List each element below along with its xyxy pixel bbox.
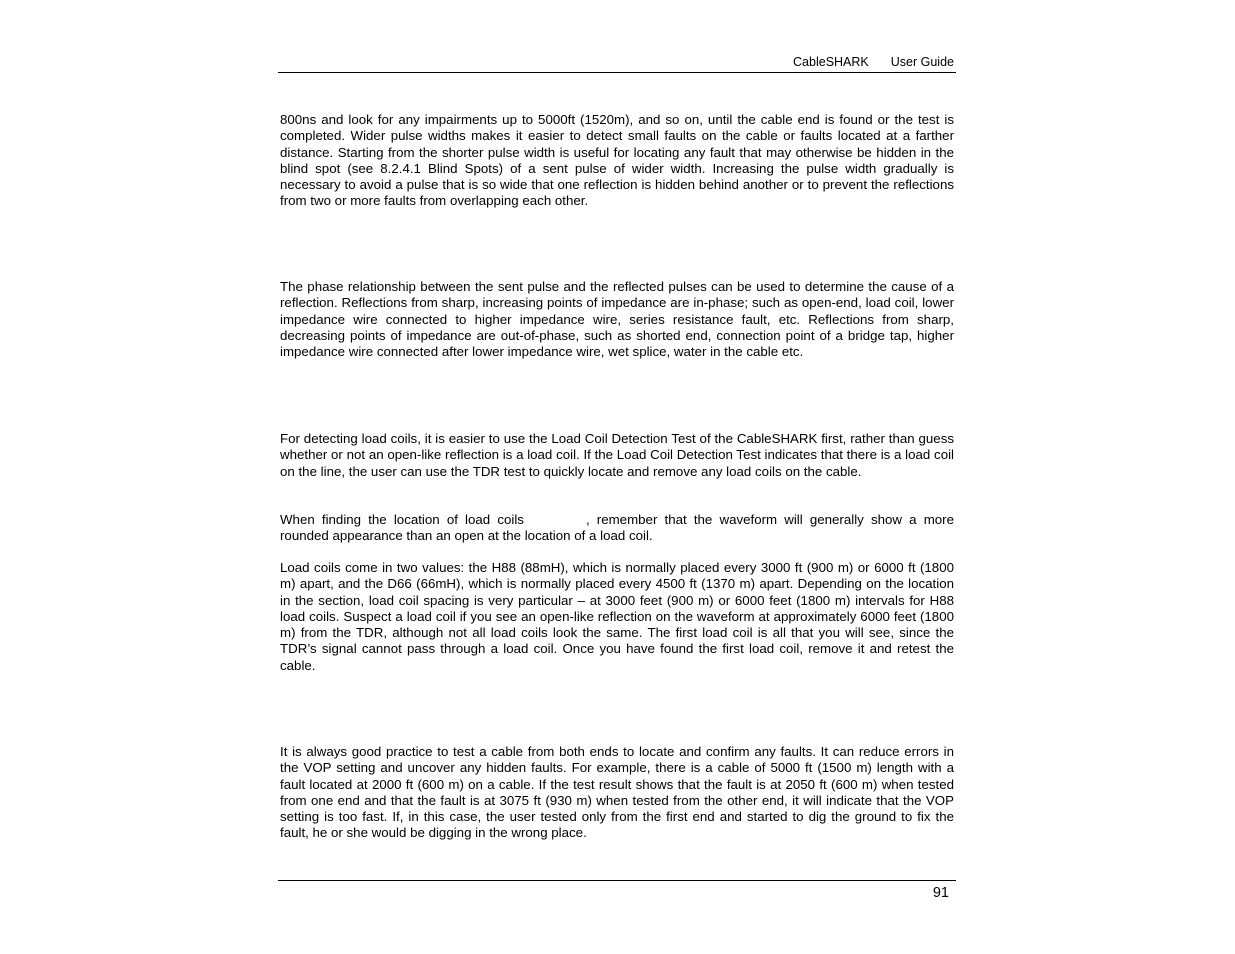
header-product-name: CableSHARK: [793, 55, 869, 69]
page-header: [278, 55, 956, 73]
paragraph-load-coil-values: Load coils come in two values: the H88 (88mH), which is normally placed every 3000 ft (900 m) or 6000 ft (1800 m) apart, and the D66 (66mH), which is normally placed every 4500 ft (1370 m) apart. Depending on the location in the section, load coil spacing is very particular – at 3000 feet (900 m) or 6000 feet (1800 m) intervals for H88 load coils. Suspect a load coil if you see an open-like reflection on the waveform at approximately 6000 feet (1800 m) from the TDR, although not all load coils look the same. The first load coil is all that you will see, since the TDR’s signal cannot pass through a load coil. Once you have found the first load coil, remove it and retest the cable.: [280, 560, 954, 673]
paragraph-load-coil-detection: For detecting load coils, it is easier to use the Load Coil Detection Test of the CableSHARK first, rather than guess whether or not an open-like reflection is a load coil. If the Load Coil Detection Test indicates that there is a load coil on the line, the user can use the TDR test to quickly locate and remove any load coils on the cable.: [280, 431, 954, 479]
load-coil-location-end: , remember that the waveform will generally show a more rounded appearance than an open at the location of a load coil.: [280, 512, 954, 544]
footer-rule: [278, 880, 956, 881]
load-coil-location-start: When finding the location of load coils: [280, 512, 524, 527]
page-number: 91: [932, 885, 949, 901]
paragraph-test-both-ends: It is always good practice to test a cable from both ends to locate and confirm any faults. It can reduce errors in the VOP setting and uncover any hidden faults. For example, there is a cable of 5000 ft (1500 m) length with a fault located at 2000 ft (600 m) on a cable. If the test result shows that the fault is at 2050 ft (600 m) when tested from one end and that the fault is at 3075 ft (930 m) when tested from the other end, it will indicate that the VOP setting is too fast. If, in this case, the user tested only from the first end and started to dig the ground to fix the fault, he or she would be digging in the wrong place.: [280, 744, 954, 841]
paragraph-pulse-width: 800ns and look for any impairments up to 5000ft (1520m), and so on, until the cable end is found or the test is completed. Wider pulse widths makes it easier to detect small faults on the cable or faults located at a farther distance. Starting from the shorter pulse width is useful for locating any fault that may otherwise be hidden in the blind spot (see 8.2.4.1 Blind Spots) of a sent pulse of wider width. Increasing the pulse width gradually is necessary to avoid a pulse that is so wide that one reflection is hidden behind another or to prevent the reflections from two or more faults from overlapping each other.: [280, 112, 954, 209]
paragraph-load-coil-location: [280, 512, 954, 545]
header-guide-title: User Guide: [890, 55, 954, 69]
header-text: [793, 55, 954, 70]
paragraph-phase-relationship: The phase relationship between the sent pulse and the reflected pulses can be used to determine the cause of a reflection. Reflections from sharp, increasing points of impedance are in-phase; such as open-end, load coil, lower impedance wire connected to higher impedance wire, series resistance fault, etc. Reflections from sharp, decreasing points of impedance are out-of-phase, such as shorted end, connection point of a bridge tap, higher impedance wire connected after lower impedance wire, wet splice, water in the cable etc.: [280, 279, 954, 360]
